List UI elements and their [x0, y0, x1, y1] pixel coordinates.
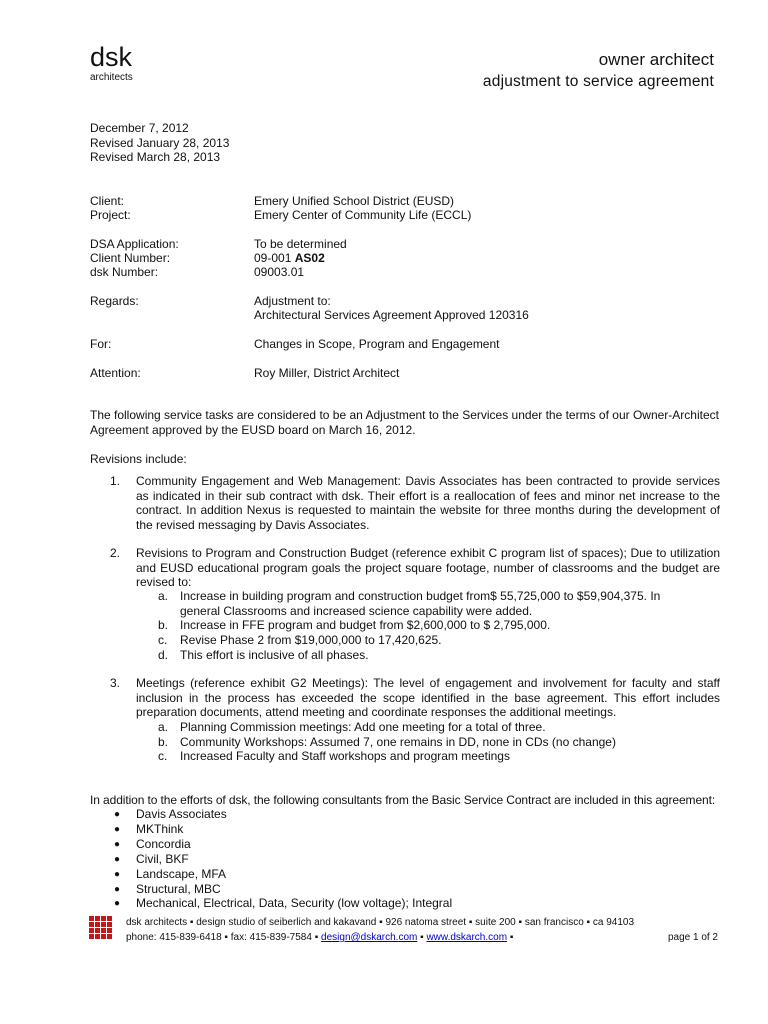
- date-revised-2: Revised March 28, 2013: [90, 150, 221, 165]
- bullet-icon: ●: [114, 898, 121, 909]
- intro-paragraph: The following service tasks are considered to be an Adjustment to the Services under the terms of our Owner-Architect Agreement approved by the EUSD board on March 16, 2012.: [90, 408, 719, 437]
- for-label: For:: [90, 337, 112, 351]
- revision-text: Meetings (reference exhibit G2 Meetings): The level of engagement and involvement for faculty and staff inclusion in the process has exceeded the scope identified in the base agreement. This effort includes preparation documents, attend meeting and coordinate responses the additional meetings.: [136, 676, 720, 720]
- bullet-icon: ●: [114, 824, 121, 835]
- footer-separator: ▪: [509, 932, 514, 943]
- footer-phone-fax: phone: 415-839-6418 ▪ fax: 415-839-7584 ▪: [126, 932, 319, 943]
- revision-number: 1.: [110, 474, 121, 488]
- footer-address: dsk architects ▪ design studio of seiberlich and kakavand ▪ 926 natoma street ▪ suite 200 ▪ san francisco ▪ ca 94103: [126, 917, 635, 928]
- revision-text: Community Engagement and Web Management: Davis Associates has been contracted to provide services as indicated in their sub contract with dsk. Their effort is a reallocation of fees and minor net increase to the contract. In addition Nexus is requested to maintain the website for three months during the development of the revised messaging by Davis Associates.: [136, 474, 720, 533]
- revision-number: 2.: [110, 546, 121, 560]
- item-letter: d.: [158, 648, 169, 662]
- item-text: general Classrooms and increased science capability were added.: [180, 604, 533, 618]
- client-number-label: Client Number:: [90, 251, 171, 265]
- item-text: Community Workshops: Assumed 7, one remains in DD, none in CDs (no change): [180, 735, 616, 749]
- revisions-heading: Revisions include:: [90, 452, 187, 466]
- document-title: owner architect: [598, 50, 714, 69]
- email-link[interactable]: design@dskarch.com: [321, 932, 418, 943]
- attention-label: Attention:: [90, 366, 141, 380]
- dsa-label: DSA Application:: [90, 237, 179, 251]
- regards-value-1: Adjustment to:: [254, 294, 331, 308]
- footer-separator: ▪: [420, 932, 424, 943]
- for-value: Changes in Scope, Program and Engagement: [254, 337, 500, 351]
- bullet-icon: ●: [114, 869, 121, 880]
- item-text: Increase in FFE program and budget from $2,600,000 to $ 2,795,000.: [180, 618, 551, 632]
- item-text: Increase in building program and construction budget from$ 55,725,000 to $59,904,375. In: [180, 589, 661, 603]
- bullet-icon: ●: [114, 854, 121, 865]
- client-number-value: [254, 251, 325, 266]
- consultants-intro: In addition to the efforts of dsk, the following consultants from the Basic Service Contract are included in this agreement:: [90, 793, 716, 807]
- item-letter: a.: [158, 720, 169, 734]
- item-letter: c.: [158, 633, 168, 647]
- item-letter: a.: [158, 589, 169, 603]
- client-number: 09-001: [254, 251, 292, 265]
- revision-text: Revisions to Program and Construction Budget (reference exhibit C program list of spaces); Due to utilization and EUSD educational program goals the project square footage, number of classrooms and the budget are revised to:: [136, 546, 720, 590]
- attention-value: Roy Miller, District Architect: [254, 366, 400, 380]
- dsk-number-value: 09003.01: [254, 265, 305, 279]
- logo-wordmark: dsk: [90, 42, 133, 72]
- dsa-value: To be determined: [254, 237, 347, 251]
- date-revised-1: Revised January 28, 2013: [90, 135, 230, 150]
- project-label: Project:: [90, 208, 131, 222]
- document-subtitle: adjustment to service agreement: [482, 73, 714, 90]
- website-link[interactable]: www.dskarch.com: [426, 932, 508, 943]
- logo-grid-icon: [89, 916, 113, 940]
- date-block: [90, 121, 229, 165]
- item-text: Revise Phase 2 from $19,000,000 to 17,420,625.: [180, 633, 442, 647]
- item-letter: c.: [158, 749, 168, 763]
- bullet-icon: ●: [114, 884, 121, 895]
- item-letter: b.: [158, 618, 169, 632]
- client-label: Client:: [90, 194, 125, 208]
- dsk-number-label: dsk Number:: [90, 265, 159, 279]
- logo-subtitle: architects: [90, 72, 133, 83]
- client-value: Emery Unified School District (EUSD): [254, 194, 455, 208]
- revision-number: 3.: [110, 676, 121, 690]
- item-text: This effort is inclusive of all phases.: [180, 648, 369, 662]
- item-text: Increased Faculty and Staff workshops and program meetings: [180, 749, 510, 763]
- item-letter: b.: [158, 735, 169, 749]
- footer-contact: [126, 932, 513, 944]
- regards-value-2: Architectural Services Agreement Approved 120316: [254, 308, 529, 322]
- bullet-icon: ●: [114, 839, 121, 850]
- client-number-suffix: AS02: [294, 251, 325, 265]
- bullet-icon: ●: [114, 809, 121, 820]
- page-number: page 1 of 2: [667, 932, 718, 943]
- project-value: Emery Center of Community Life (ECCL): [254, 208, 472, 222]
- item-text: Planning Commission meetings: Add one meeting for a total of three.: [180, 720, 546, 734]
- date-original: December 7, 2012: [90, 121, 189, 135]
- regards-label: Regards:: [90, 294, 139, 308]
